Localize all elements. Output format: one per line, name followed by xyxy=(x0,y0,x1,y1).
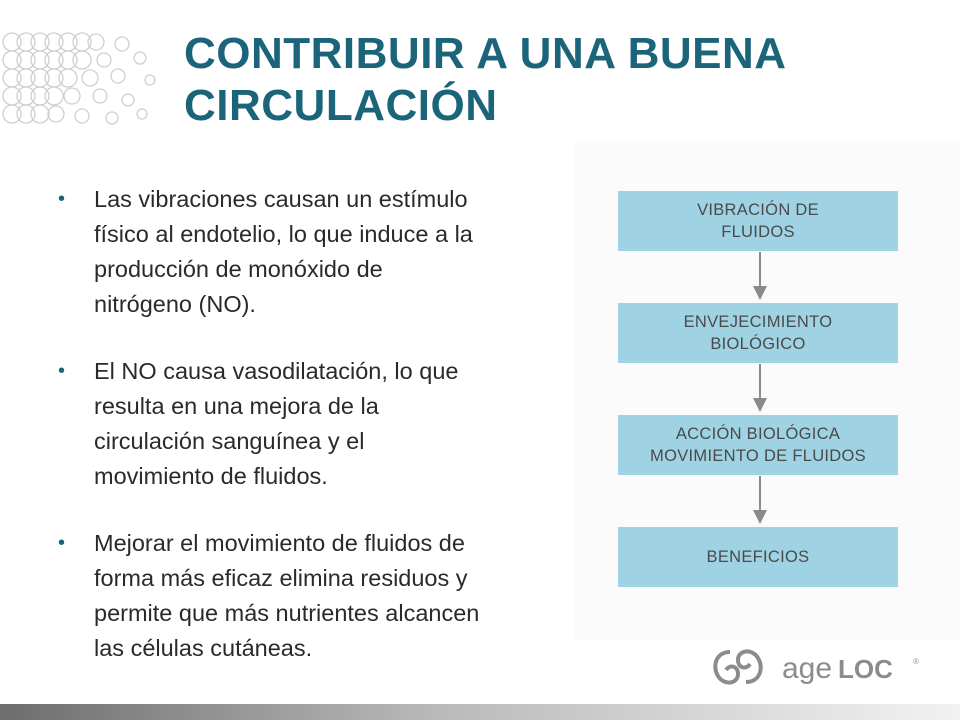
bullet-text-line: las células cutáneas. xyxy=(94,635,313,661)
flow-box-label: BENEFICIOS xyxy=(706,548,810,566)
bullet-text-line: permite que más nutrientes alcancen xyxy=(94,600,480,626)
bullet-text-line: El NO causa vasodilatación, lo que xyxy=(94,358,459,384)
logo-registered-mark: ® xyxy=(913,657,919,666)
slide-title xyxy=(184,28,924,132)
arrow-down-icon xyxy=(753,398,767,412)
bullet-icon: • xyxy=(58,360,66,382)
flow-box-label: VIBRACIÓN DE xyxy=(697,201,819,219)
bullet-text-line: Mejorar el movimiento de fluidos de xyxy=(94,530,465,556)
flow-box-label: FLUIDOS xyxy=(721,223,795,241)
flow-box-beneficios xyxy=(618,527,898,587)
bullet-text-line: movimiento de fluidos. xyxy=(94,463,328,489)
bullet-item xyxy=(58,354,578,494)
flow-box-label: ACCIÓN BIOLÓGICA xyxy=(675,425,841,443)
arrow-down-icon xyxy=(753,286,767,300)
logo-age-text: age xyxy=(782,652,833,685)
bullet-text-line: circulación sanguínea y el xyxy=(94,428,365,454)
ageloc-logo xyxy=(708,644,928,690)
bullet-text-line: físico al endotelio, lo que induce a la xyxy=(94,221,473,247)
footer-gradient-bar xyxy=(0,704,960,720)
bullet-text-line: Las vibraciones causan un estímulo xyxy=(94,186,468,212)
bullet-text-line: producción de monóxido de xyxy=(94,256,383,282)
bullet-icon: • xyxy=(58,188,66,210)
flow-box-label: MOVIMIENTO DE FLUIDOS xyxy=(650,447,866,465)
bullet-item xyxy=(58,182,578,322)
bullet-text-line: nitrógeno (NO). xyxy=(94,291,256,317)
bullet-text-line: resulta en una mejora de la xyxy=(94,393,379,419)
slide-title-line-1: CONTRIBUIR A UNA BUENA xyxy=(184,29,787,78)
slide-title-line-2: CIRCULACIÓN xyxy=(184,81,498,130)
flow-box-vibracion xyxy=(618,191,898,251)
bullet-list xyxy=(58,182,578,698)
bullet-icon: • xyxy=(58,532,66,554)
arrow-down-icon xyxy=(753,510,767,524)
flow-box-label: BIOLÓGICO xyxy=(710,335,806,353)
flow-arrows xyxy=(740,250,780,530)
bullet-item xyxy=(58,526,578,666)
flow-box-label: ENVEJECIMIENTO xyxy=(683,313,833,331)
logo-loc-text: LOC xyxy=(838,654,893,684)
bullet-text-line: forma más eficaz elimina residuos y xyxy=(94,565,468,591)
decorative-circles-graphic xyxy=(0,30,165,135)
